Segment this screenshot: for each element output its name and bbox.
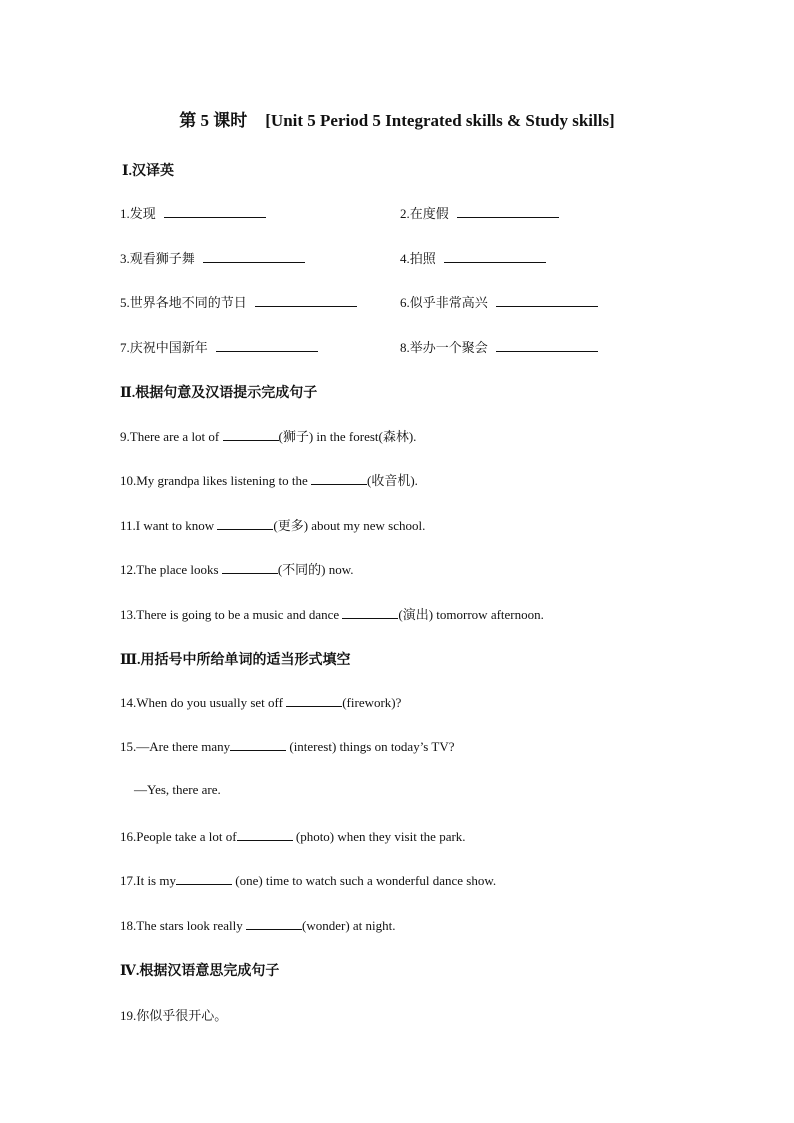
- sentence-item-13: 13.There is going to be a music and dance (演出) tomorrow afternoon.: [120, 607, 544, 622]
- answer-blank[interactable]: [203, 249, 305, 263]
- word-form-item-14: 14.When do you usually set off (firework)?: [120, 695, 402, 710]
- sentence-item-10: 10.My grandpa likes listening to the (收音机).: [120, 473, 418, 488]
- answer-blank[interactable]: [164, 204, 266, 218]
- answer-blank[interactable]: [311, 471, 367, 485]
- section-heading-2: Ⅱ.根据句意及汉语提示完成句子: [120, 386, 318, 401]
- lesson-label: 第 5 课时: [179, 111, 248, 130]
- answer-blank[interactable]: [216, 338, 318, 352]
- page-title: [0, 106, 794, 131]
- vocab-item-6: 6.似乎非常高兴: [400, 292, 598, 311]
- answer-blank[interactable]: [496, 293, 598, 307]
- answer-blank[interactable]: [342, 605, 398, 619]
- vocab-item-7: 7.庆祝中国新年: [120, 337, 318, 356]
- word-form-item-16: 16.People take a lot of (photo) when they visit the park.: [120, 829, 466, 844]
- answer-blank[interactable]: [444, 249, 546, 263]
- answer-blank[interactable]: [496, 338, 598, 352]
- answer-blank[interactable]: [246, 916, 302, 930]
- vocab-item-5: 5.世界各地不同的节日: [120, 292, 357, 311]
- unit-label: [Unit 5 Period 5 Integrated skills & Study skills]: [265, 111, 615, 130]
- sentence-item-9: 9.There are a lot of (狮子) in the forest(森林).: [120, 429, 417, 444]
- word-form-item-17: 17.It is my (one) time to watch such a wonderful dance show.: [120, 873, 497, 888]
- vocab-item-3: 3.观看狮子舞: [120, 248, 305, 267]
- vocab-item-2: 2.在度假: [400, 203, 559, 222]
- answer-blank[interactable]: [255, 293, 357, 307]
- answer-blank[interactable]: [457, 204, 559, 218]
- answer-blank[interactable]: [230, 737, 286, 751]
- answer-blank[interactable]: [237, 827, 293, 841]
- section-heading-4: Ⅳ.根据汉语意思完成句子: [120, 964, 280, 979]
- vocab-item-4: 4.拍照: [400, 248, 546, 267]
- word-form-item-18: 18.The stars look really (wonder) at night.: [120, 918, 396, 933]
- word-form-item-15: 15.—Are there many (interest) things on today’s TV?: [120, 739, 455, 754]
- answer-blank[interactable]: [217, 516, 273, 530]
- sentence-item-12: 12.The place looks (不同的) now.: [120, 562, 354, 577]
- section-heading-1: Ⅰ.汉译英: [122, 164, 175, 179]
- vocab-item-8: 8.举办一个聚会: [400, 337, 598, 356]
- translation-item-19: 19.你似乎很开心。: [120, 1008, 228, 1023]
- answer-blank[interactable]: [176, 871, 232, 885]
- sentence-item-11: 11.I want to know (更多) about my new school.: [120, 518, 426, 533]
- section-heading-3: Ⅲ.用括号中所给单词的适当形式填空: [120, 653, 351, 668]
- answer-blank[interactable]: [223, 427, 279, 441]
- vocab-item-1: 1.发现: [120, 203, 266, 222]
- answer-blank[interactable]: [286, 693, 342, 707]
- answer-blank[interactable]: [222, 560, 278, 574]
- word-form-item-15-answer: —Yes, there are.: [134, 782, 221, 797]
